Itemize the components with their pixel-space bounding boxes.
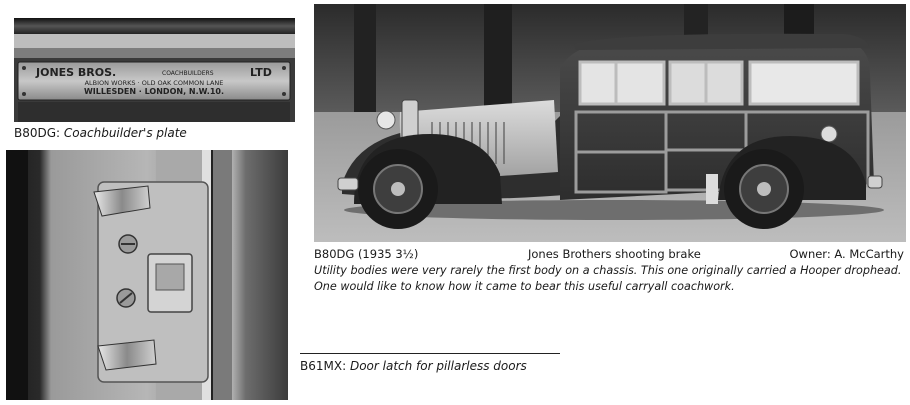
plate-line2: ALBION WORKS · OLD OAK COMMON LANE [84,79,224,87]
car-caption-owner: Owner: A. McCarthy [789,247,904,261]
door-latch-photo [6,150,288,400]
plate-line3: WILLESDEN · LONDON, N.W.10. [83,87,225,96]
caption-divider [300,353,560,354]
plate-line1-mid: COACHBUILDERS [162,70,214,77]
coachbuilder-plate-photo [14,18,295,122]
car-caption-body: Jones Brothers shooting brake [528,247,701,261]
plate-caption [14,126,187,141]
shooting-brake-photo [314,4,906,242]
car-caption-line2: One would like to know how it came to bear this useful carryall coachwork. [314,280,735,293]
latch-caption [300,359,527,374]
plate-caption-code: B80DG: [14,126,61,140]
plate-line1-left: JONES BROS. [36,66,117,79]
latch-illustration [6,150,288,400]
plate-caption-desc: Coachbuilder's plate [63,126,187,140]
car-caption-line1: Utility bodies were very rarely the first body on a chassis. This one originally carried a Hooper drophead. [314,264,902,277]
latch-caption-code: B61MX: [300,359,347,373]
plate-line1-right: LTD [250,66,272,79]
plate-illustration [14,18,295,122]
car-caption-chassis: B80DG (1935 3½) [314,247,419,261]
latch-caption-desc: Door latch for pillarless doors [349,359,527,373]
car-illustration [314,4,906,242]
